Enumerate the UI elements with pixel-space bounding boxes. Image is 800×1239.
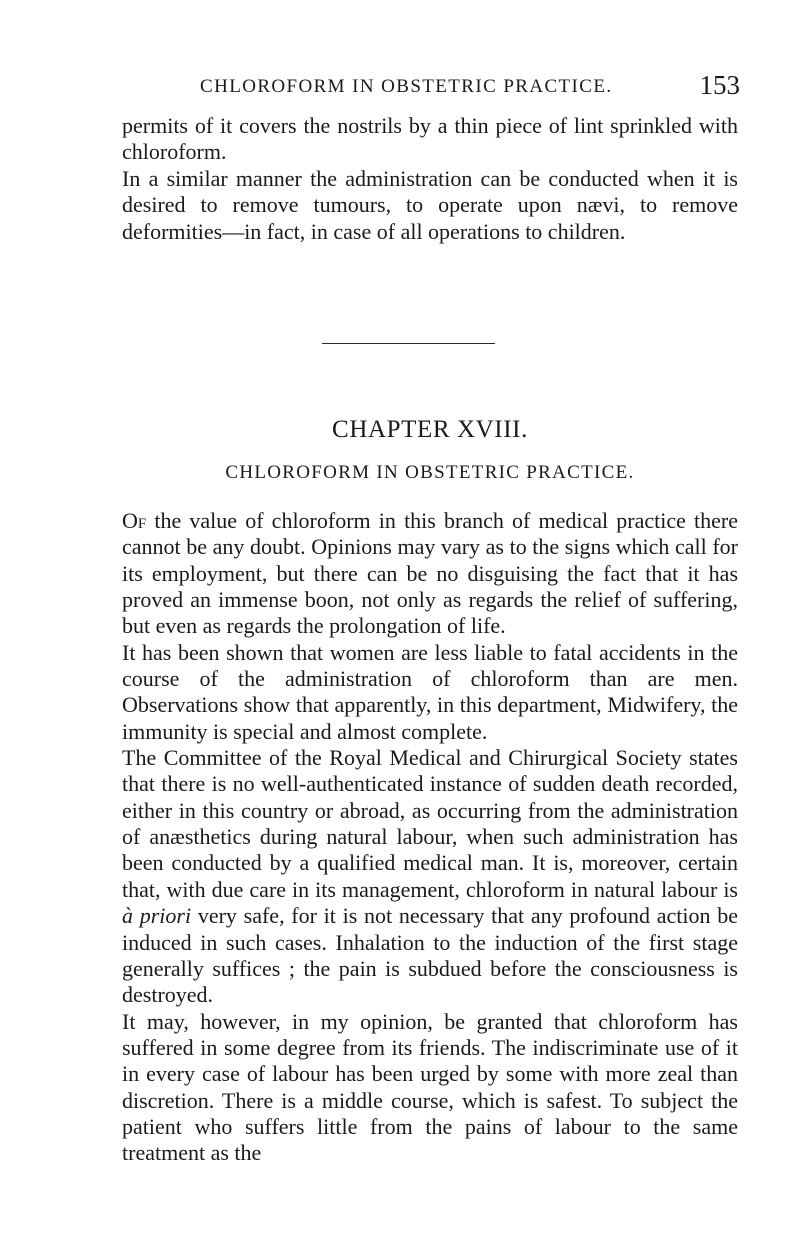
paragraph: It may, however, in my opinion, be granted that chloroform has suffered in some degree from its friends. The indiscriminate use of it in every case of labour has been urged by some with more zeal than discretion. There is a middle course, which is safest. To subject the patient who suffers little from the pains of labour to the same treatment as the (122, 1008, 738, 1166)
chapter-body (122, 508, 738, 1167)
running-head (120, 70, 740, 106)
paragraph (122, 508, 738, 640)
paragraph-text: The Committee of the Royal Medical and Chirurgical Society states that there is no well-authenticated instance of sudden death recorded, either in this country or abroad, as occurring from the administration of anæsthetics during natural labour, when such administration has been conducted by a qualified medical man. It is, moreover, certain that, with due care in its management, chloroform in natural labour is (122, 745, 738, 902)
italic-phrase: à priori (122, 903, 192, 929)
paragraph-text: the value of chloroform in this branch of medical practice there cannot be any doubt. Opinions may vary as to the signs which call for its employment, but there can be no disguising the fact that it has proved an immense boon, not only as regards the relief of suffering, but even as regards the prolongation of life. (122, 508, 738, 639)
section-divider (322, 343, 495, 344)
chapter-subheading: CHLOROFORM IN OBSTETRIC PRACTICE. (225, 462, 635, 483)
opening-word: Of (122, 508, 147, 533)
preceding-text (122, 113, 738, 245)
running-title: CHLOROFORM IN OBSTETRIC PRACTICE. (200, 76, 613, 97)
paragraph-text: very safe, for it is not necessary that any profound action be induced in such cases. Inhalation to the induction of the first stage generally suffices ; the pain is subdued before the consciousness is destroyed. (122, 903, 738, 1008)
paragraph: In a similar manner the administration can be conducted when it is desired to remove tumours, to operate upon nævi, to remove deformities—in fact, in case of all operations to children. (122, 165, 738, 244)
chapter-heading: CHAPTER XVIII. (332, 416, 528, 443)
page-number: 153 (699, 70, 740, 100)
paragraph: It has been shown that women are less liable to fatal accidents in the course of the administration of chloroform than are men. Observations show that apparently, in this department, Midwifery, the immunity is special and almost complete. (122, 639, 738, 744)
paragraph (122, 745, 738, 1008)
paragraph: permits of it covers the nostrils by a thin piece of lint sprinkled with chloroform. (122, 113, 738, 165)
